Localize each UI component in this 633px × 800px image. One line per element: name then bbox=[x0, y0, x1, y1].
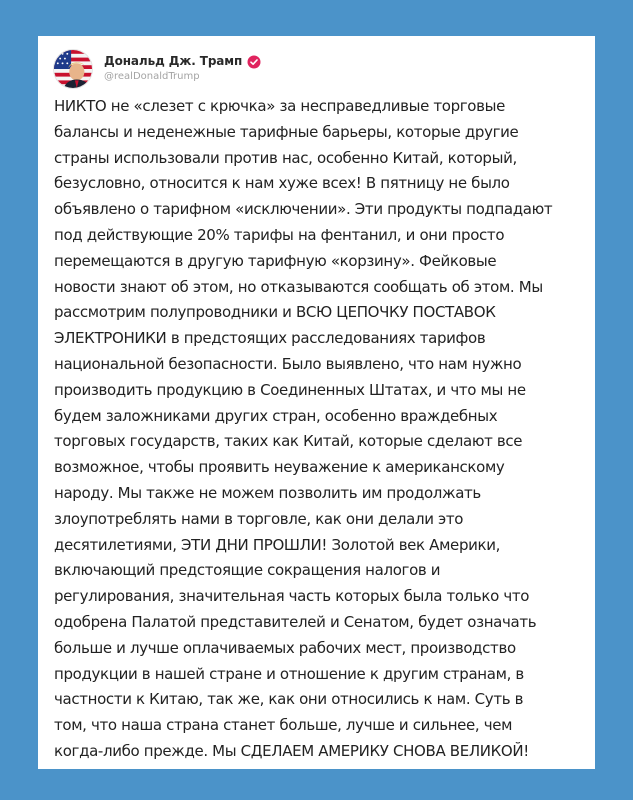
post-text-line: народу. Мы также не можем позволить им продолжать bbox=[54, 483, 481, 502]
post-text bbox=[54, 94, 584, 765]
post-text-line: когда-либо прежде. Мы СДЕЛАЕМ АМЕРИКУ СНОВА ВЕЛИКОЙ! bbox=[54, 741, 529, 760]
post-text-line: десятилетиями, ЭТИ ДНИ ПРОШЛИ! Золотой век Америки, bbox=[54, 535, 501, 554]
post-text-line: безусловно, относится к нам хуже всех! В пятницу не было bbox=[54, 174, 510, 193]
post-text-line: рассмотрим полупроводники и ВСЮ ЦЕПОЧКУ ПОСТАВОК bbox=[54, 303, 496, 322]
post-text-line: страны использовали против нас, особенно Китай, который, bbox=[54, 148, 517, 167]
post-text-line: частности к Китаю, так же, как они относились к нам. Суть в bbox=[54, 690, 524, 709]
author-display-name[interactable]: Дональд Дж. Трамп bbox=[104, 54, 243, 68]
post-text-line: больше и лучше оплачиваемых рабочих мест, производство bbox=[54, 638, 516, 657]
post-text-line: будем заложниками других стран, особенно враждебных bbox=[54, 406, 498, 425]
post-text-line: одобрена Палатой представителей и Сенатом, будет означать bbox=[54, 612, 537, 631]
post-text-line: включающий предстоящие сокращения налогов и bbox=[54, 561, 441, 580]
post-text-line: том, что наша страна станет больше, лучше и сильнее, чем bbox=[54, 716, 513, 735]
author-name-row bbox=[104, 54, 261, 69]
profile-photo-flag-icon[interactable] bbox=[53, 49, 93, 89]
post-header bbox=[53, 46, 261, 92]
post-card bbox=[38, 36, 595, 769]
post-text-line: НИКТО не «слезет с крючка» за несправедливые торговые bbox=[54, 97, 505, 115]
post-text-line: ЭЛЕКТРОНИКИ в предстоящих расследованиях тарифов bbox=[54, 329, 486, 348]
post-text-line: торговых государств, таких как Китай, которые сделают все bbox=[54, 432, 523, 451]
post-text-line: балансы и неденежные тарифные барьеры, которые другие bbox=[54, 122, 519, 141]
post-text-line: под действующие 20% тарифы на фентанил, и они просто bbox=[54, 225, 505, 244]
post-text-line: объявлено о тарифном «исключении». Эти продукты подпадают bbox=[54, 200, 553, 219]
post-text-line: перемещаются в другую тарифную «корзину». Фейковые bbox=[54, 251, 497, 270]
post-text-line: производить продукцию в Соединенных Штатах, и что мы не bbox=[54, 380, 526, 399]
verified-badge-icon bbox=[247, 55, 261, 69]
post-text-line: национальной безопасности. Было выявлено, что нам нужно bbox=[54, 354, 522, 373]
post-text-line: злоупотреблять нами в торговле, как они делали это bbox=[54, 509, 464, 528]
author-names bbox=[104, 54, 261, 84]
post-text-line: регулирования, значительная часть которых была только что bbox=[54, 587, 530, 606]
author-handle[interactable]: @realDonaldTrump bbox=[104, 71, 200, 82]
post-text-line: продукции в нашей стране и отношение к другим странам, в bbox=[54, 664, 524, 683]
post-text-line: новости знают об этом, но отказываются сообщать об этом. Мы bbox=[54, 277, 543, 296]
post-text-line: возможное, чтобы проявить неуважение к американскому bbox=[54, 458, 505, 477]
